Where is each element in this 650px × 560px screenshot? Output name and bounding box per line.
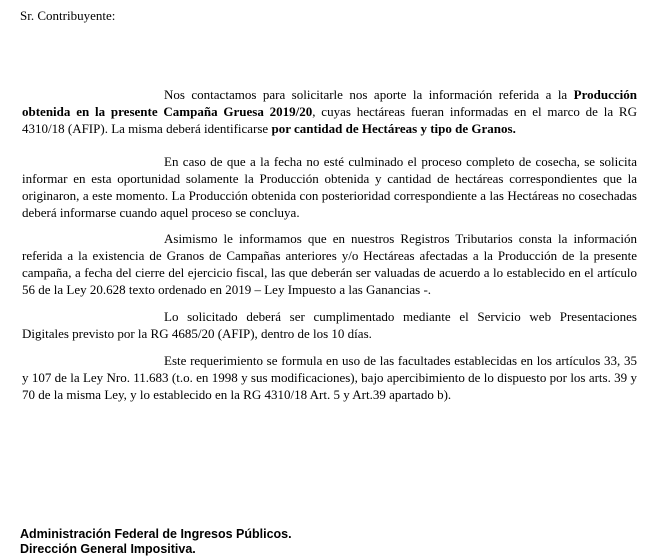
paragraph-bold-segment: Producción obtenida en la presente Campaña Gruesa 2019/20 (22, 87, 637, 119)
paragraph-text-segment: , cuyas hectáreas fueran informadas en el marco de la RG 4310/18 (AFIP). La misma deberá identificarse (22, 104, 637, 136)
paragraph-bold-segment: por cantidad de Hectáreas y tipo de Granos. (271, 121, 516, 136)
paragraph-text-segment: Nos contactamos para solicitarle nos aporte la información referida a la (164, 87, 574, 102)
paragraph-production-request (22, 86, 637, 137)
paragraph-text-segment: Lo solicitado deberá ser cumplimentado mediante el Servicio web Presentaciones Digitales previsto por la RG 4685/20 (AFIP), dentro de los 10 días. (22, 309, 637, 341)
paragraph-harvest-status (22, 153, 637, 221)
paragraph-legal-basis (22, 352, 637, 403)
paragraph-text-segment: En caso de que a la fecha no esté culminado el proceso completo de cosecha, se solicita informar en esta oportunidad solamente la Producción obtenida y cantidad de hectáreas correspondientes que la originaron, a este momento. La Producción obtenida con posterioridad correspondiente a las Hectáreas no cosechadas deberá informarse cuando aquel proceso se concluya. (22, 154, 637, 220)
signature-agency: Administración Federal de Ingresos Públicos. (20, 527, 292, 541)
paragraph-text-segment: Este requerimiento se formula en uso de las facultades establecidas en los artículos 33, 35 y 107 de la Ley Nro. 11.683 (t.o. en 1998 y sus modificaciones), bajo apercibimiento de lo dispuesto por los arts. 39 y 70 de la misma Ley, y lo establecido en la RG 4310/18 Art. 5 y Art.39 apartado b). (22, 353, 637, 402)
paragraph-text-segment: Asimismo le informamos que en nuestros Registros Tributarios consta la información referida a la existencia de Granos de Campañas anteriores y/o Hectáreas afectadas a la Producción de la presente campaña, a fecha del cierre del ejercicio fiscal, las que deberán ser valuadas de acuerdo a lo establecido en el artículo 56 de la Ley 20.628 texto ordenado en 2019 – Ley Impuesto a las Ganancias -. (22, 231, 637, 297)
salutation: Sr. Contribuyente: (20, 8, 116, 23)
signature-directorate: Dirección General Impositiva. (20, 542, 196, 556)
paragraph-submission-method (22, 308, 637, 342)
signature-block (20, 527, 292, 557)
paragraph-tax-records (22, 230, 637, 298)
